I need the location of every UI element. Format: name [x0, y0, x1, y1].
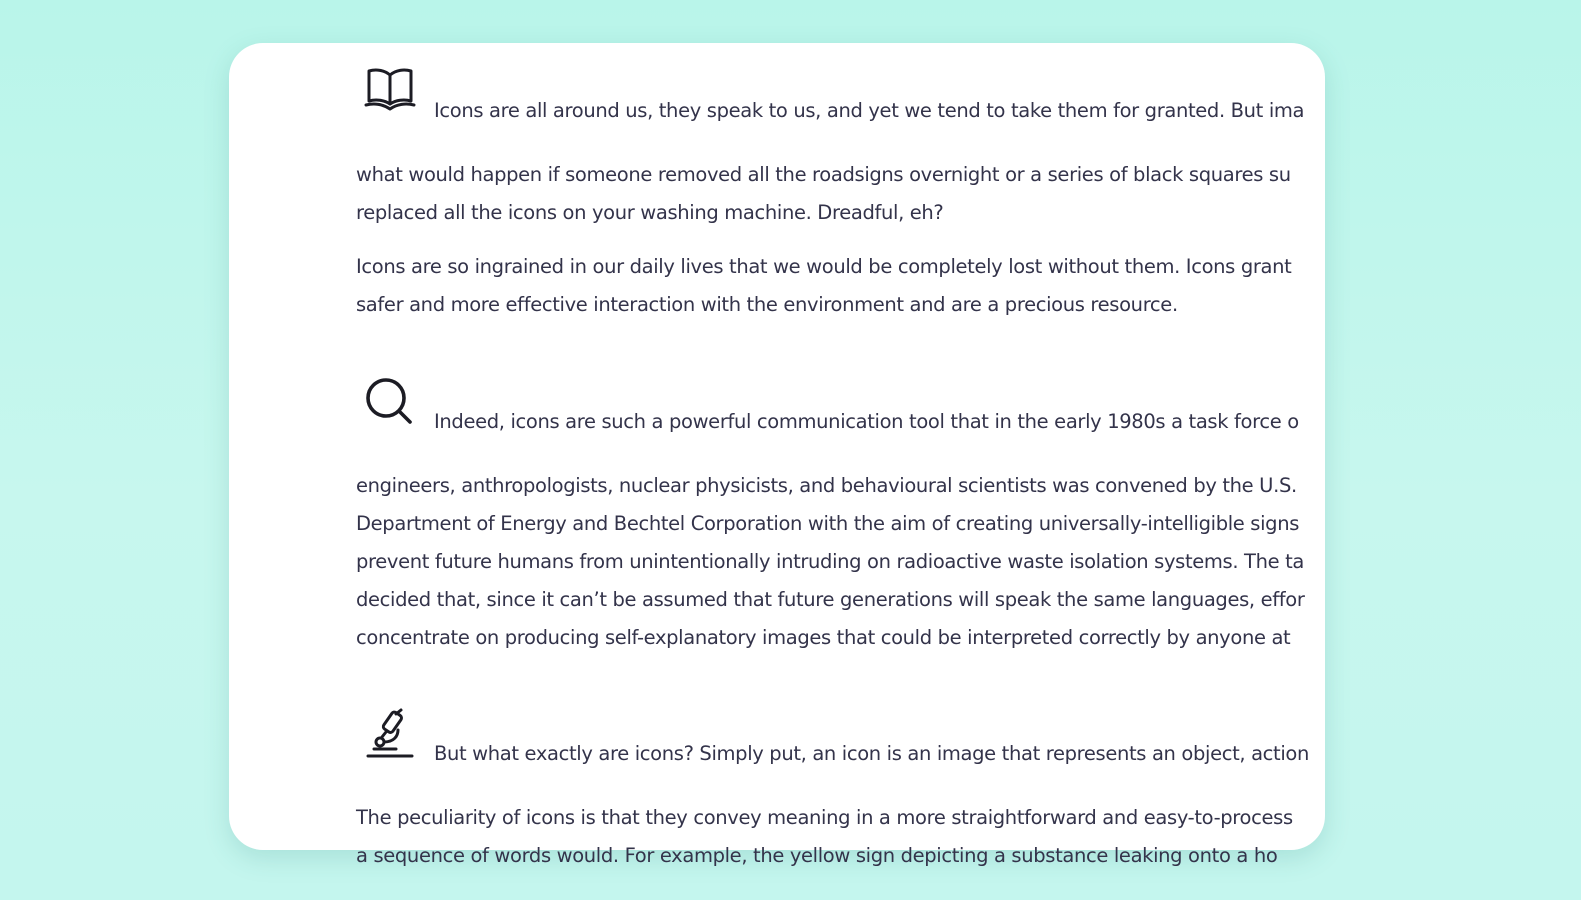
section-lead-text: But what exactly are icons? Simply put, an icon is an image that represents an object, action — [434, 742, 1310, 765]
paragraph-line: engineers, anthropologists, nuclear physicists, and behavioural scientists was convened by the U.S. — [356, 474, 1297, 497]
magnifier-icon — [362, 374, 418, 430]
paragraph-line: concentrate on producing self-explanatory images that could be interpreted correctly by anyone at — [356, 626, 1291, 649]
paragraph-line: Department of Energy and Bechtel Corporation with the aim of creating universally-intelligible signs — [356, 512, 1300, 535]
section-lead-row — [356, 374, 1556, 432]
section-lead-row — [356, 63, 1556, 121]
open-book-icon — [362, 63, 418, 119]
section-icons-everywhere — [356, 63, 1556, 324]
paragraph-line: decided that, since it can’t be assumed that future generations will speak the same languages, effor — [356, 588, 1305, 611]
paragraph — [356, 248, 1556, 324]
article-card — [229, 43, 1325, 867]
section-lead-text: Icons are all around us, they speak to us, and yet we tend to take them for granted. But ima — [434, 99, 1305, 122]
microscope-icon — [362, 706, 418, 762]
paragraph-line: safer and more effective interaction with the environment and are a precious resource. — [356, 293, 1178, 316]
paragraph-line: what would happen if someone removed all the roadsigns overnight or a series of black squares su — [356, 163, 1291, 186]
paragraph-line: The peculiarity of icons is that they convey meaning in a more straightforward and easy-to-process — [356, 806, 1293, 829]
paragraph — [356, 467, 1556, 657]
paragraph-line: a sequence of words would. For example, the yellow sign depicting a substance leaking onto a ho — [356, 844, 1278, 867]
paragraph — [356, 156, 1556, 232]
paragraph-line: replaced all the icons on your washing machine. Dreadful, eh? — [356, 201, 944, 224]
section-lead-row — [356, 706, 1556, 764]
paragraph-line: Icons are so ingrained in our daily lives that we would be completely lost without them. Icons grant — [356, 255, 1292, 278]
section-what-are-icons — [356, 706, 1556, 875]
paragraph — [356, 799, 1556, 875]
paragraph-line: prevent future humans from unintentionally intruding on radioactive waste isolation systems. The ta — [356, 550, 1305, 573]
section-task-force — [356, 374, 1556, 657]
section-lead-text: Indeed, icons are such a powerful communication tool that in the early 1980s a task force o — [434, 410, 1299, 433]
